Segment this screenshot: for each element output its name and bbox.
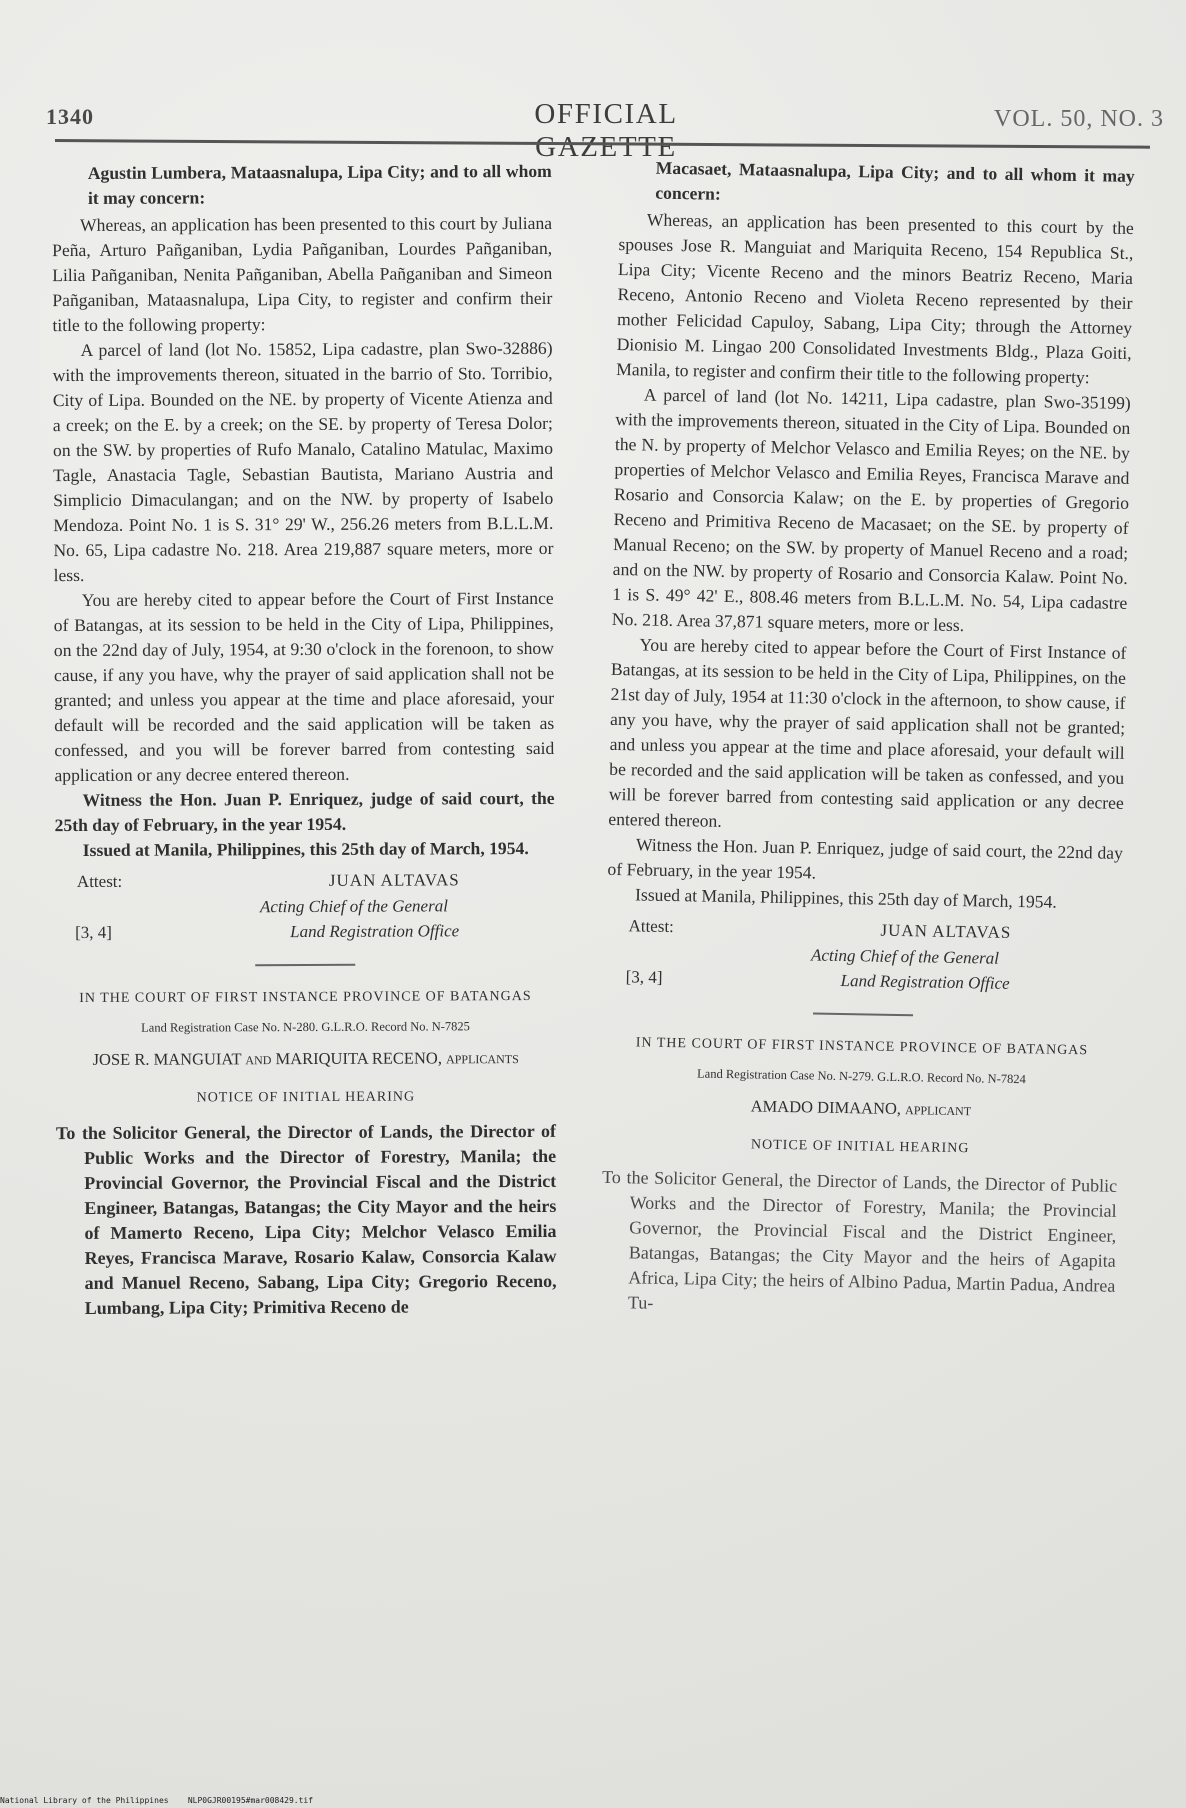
left-parties: JOSE R. MANGUIAT and MARIQUITA RECENO, applicants [92,1048,519,1069]
right-paragraph-1: Whereas, an application has been presented to this court by the spouses Jose R. Manguiat and Mariquita Receno, 154 Republica St., Lipa City; Vicente Receno and the minors Beatriz Receno, Maria Receno, Antonio Receno and Violeta Receno represented by their mother Felicidad Capuloy, Sabang, Lipa City; through the Attorney Dionisio M. Lingao 200 Consolidated Investments Bldg., Plaza Goiti, Manila, to register and confirm their title to the following property: [616,209,1134,388]
right-paragraph-5: Issued at Manila, Philippines, this 25th day of March, 1954. [634,884,1057,912]
publication-title: OFFICIAL GAZETTE [534,98,678,163]
left-addressee: Agustin Lumbera, Mataasnalupa, Lipa City; and to all whom it may concern: [87,160,552,208]
right-paragraph-2: A parcel of land (lot No. 14211, Lipa cadastre, plan Swo-35199) with the improvements thereon, situated in the City of Lipa. Bounded on the N. by property of Melchor Velasco and Emilia Reyes; on the NE. by properties of Melchor Velasco and Emilia Reyes, Francisca Marave and Rosario and Consorcia Kalaw; on the E. by properties of Gregorio Receno and Primitiva Receno de Macasaet; on the SE. by property of Manual Receno; on the SW. by property of Manuel Receno and a road; and on the NW. by property of Rosario and Consorcia Kalaw. Point No. 1 is S. 49° 42' E., 808.46 meters from B.L.L.M. No. 54, Lipa cadastre No. 218. Area 37,871 square meters, more or less. [611,384,1131,636]
right-column [594,155,1135,1654]
volume-number: VOL. 50, NO. 3 [994,106,1164,132]
left-signer-title-line-2: Land Registration Office [290,921,460,942]
right-parties: AMADO DIMAANO, applicant [750,1096,972,1120]
left-signer-title-line-1: Acting Chief of the General [259,896,448,917]
left-attest-label: Attest: [76,871,123,891]
left-signature-block [55,867,555,955]
right-paragraph-4: Witness the Hon. Juan P. Enriquez, judge of said court, the 22nd day of February, in the year 1954. [607,834,1124,883]
right-signer-title-line-1: Acting Chief of the General [810,945,1000,968]
left-paragraph-5: Issued at Manila, Philippines, this 25th day of March, 1954. [82,838,529,860]
right-paragraph-3: You are hereby cited to appear before the Court of First Instance of Batangas, at its session to be held in the City of Lipa, Philippines, on the 21st day of July, 1954 at 11:30 o'clock in the afternoon, to show cause, if any you have, why the prayer of said application shall not be granted; and unless you appear at the time and place aforesaid, your default will be recorded and the said application will be taken as confessed, and you will be forever barred from contesting said application or any decree entered thereon. [608,634,1127,831]
left-section-divider [255,964,355,966]
left-to-paragraph: To the Solicitor General, the Director of Lands, the Director of Public Works and the Director of Forestry, Manila; the Provincial Governor, the Provincial Fiscal and the District Engineer, Batangas, Batangas; the City Mayor and the heirs of Mamerto Receno, Lipa City; Melchor Velasco Emilia Reyes, Francisca Marave, Rosario Kalaw, Consorcia Kalaw and Manuel Receno, Sabang, Lipa City; Gregorio Receno, Lumbang, Lipa City; Primitiva Receno de [55,1120,557,1318]
right-to-paragraph: To the Solicitor General, the Director of Lands, the Director of Public Works and the Director of Forestry, Manila; the Provincial Governor, the Provincial Fiscal and the District Engineer, Batangas, Batangas; the City Mayor and the heirs of Agapita Africa, Lipa City; the heirs of Albino Padua, Martin Padua, Andrea Tu- [601,1166,1118,1313]
right-section-divider [813,1012,913,1016]
left-publication-dates: [3, 4] [75,922,112,943]
page-number: 1340 [46,104,94,129]
right-notice-title: NOTICE OF INITIAL HEARING [750,1137,970,1157]
right-case-info: Land Registration Case No. N-279. G.L.R.O. Record No. N-7824 [696,1066,1026,1087]
left-case-info: Land Registration Case No. N-280. G.L.R.O. Record No. N-7825 [141,1019,470,1035]
left-paragraph-3: You are hereby cited to appear before the Court of First Instance of Batangas, at its session to be held in the City of Lipa, Philippines, on the 22nd day of July, 1954, at 9:30 o'clock in the forenoon, to show cause, if any you have, why the prayer of said application shall not be granted; and unless you appear at the time and place aforesaid, your default will be recorded and the said application will be taken as confessed, and you will be forever barred from contesting said application or any decree entered thereon. [53,587,555,786]
left-paragraph-1: Whereas, an application has been presented to this court by Juliana Peña, Arturo Pañganiban, Lydia Pañganiban, Lourdes Pañganiban, Lilia Pañganiban, Nenita Pañganiban, Abella Pañganiban and Simeon Pañganiban, Mataasnalupa, Lipa City, to register and confirm their title to the following property: [52,212,553,336]
left-notice-title: NOTICE OF INITIAL HEARING [196,1089,416,1106]
left-signer-name: JUAN ALTAVAS [328,870,460,890]
scan-footer: National Library of the Philippines NLP0GJR00195#mar008429.tif [0,1796,314,1805]
page-header [46,88,1164,163]
right-addressee: Macasaet, Mataasnalupa, Lipa City; and to all whom it may concern: [655,157,1135,204]
right-signature-block [605,913,1121,1008]
right-signer-name: JUAN ALTAVAS [880,920,1012,942]
right-court-heading: IN THE COURT OF FIRST INSTANCE PROVINCE OF BATANGAS [635,1035,1089,1059]
left-paragraph-4: Witness the Hon. Juan P. Enriquez, judge of said court, the 25th day of February, in the year 1954. [54,787,555,836]
right-publication-dates: [3, 4] [625,967,663,987]
right-signer-title-line-2: Land Registration Office [840,970,1010,993]
left-court-heading: IN THE COURT OF FIRST INSTANCE PROVINCE OF BATANGAS [79,989,532,1006]
left-paragraph-2: A parcel of land (lot No. 15852, Lipa cadastre, plan Swo-32886) with the improvements thereon, situated in the barrio of Sto. Torribio, City of Lipa. Bounded on the NE. by property of Vicente Atienza and a creek; on the E. by a creek; on the SE. by property of Teresa Dolor; on the SW. by properties of Rufo Manalo, Catalino Matulac, Maximo Tagle, Anastacia Tagle, Sebastian Bautista, Mariano Austria and Simplicio Dimaculangan; and on the NW. by property of Isabelo Mendoza. Point No. 1 is S. 31° 29' W., 256.26 meters from B.L.L.M. No. 65, Lipa cadastre No. 218. Area 219,887 square meters, more or less. [52,337,554,586]
right-attest-label: Attest: [628,916,675,937]
left-column [52,159,558,1651]
